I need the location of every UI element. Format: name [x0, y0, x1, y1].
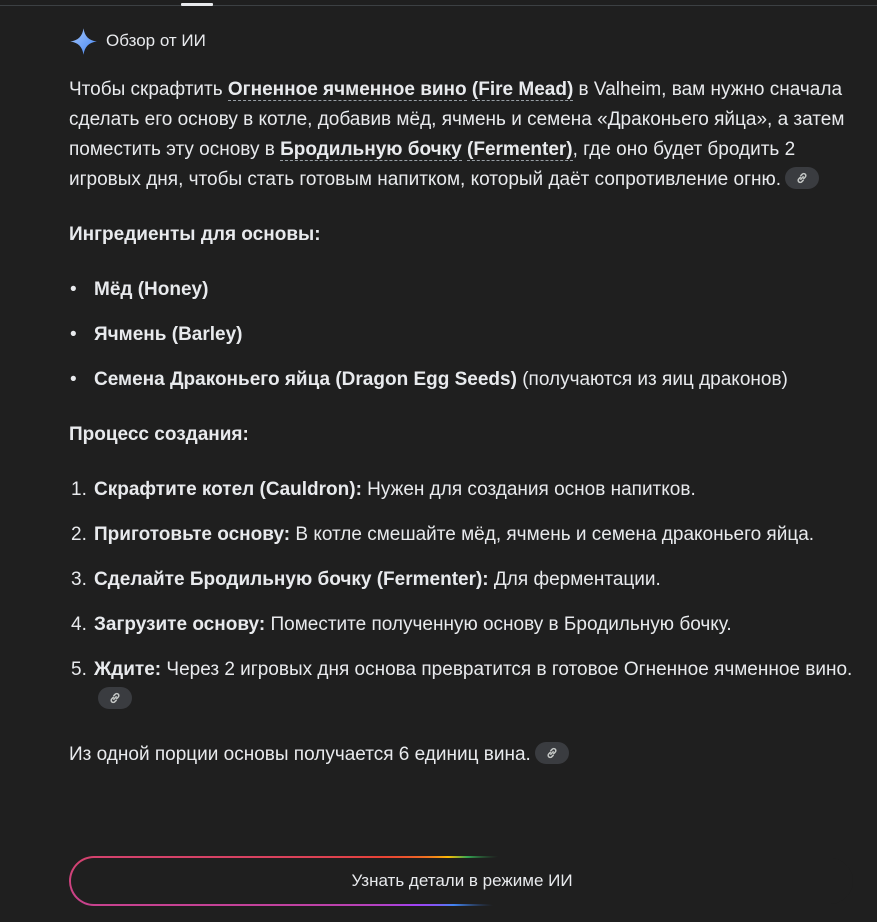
link-fermenter[interactable]: Бродильную бочку [280, 139, 462, 160]
step-title: Сделайте Бродильную бочку (Fermenter): [94, 569, 489, 590]
step-number: 4. [71, 614, 87, 635]
list-item [69, 275, 869, 305]
step-number: 2. [71, 524, 87, 545]
link-icon [545, 746, 559, 760]
source-link-chip[interactable] [785, 167, 819, 189]
step-item [69, 655, 869, 715]
step-text: Для ферментации. [488, 569, 661, 590]
process-heading: Процесс создания: [69, 424, 249, 445]
step-title: Приготовьте основу: [94, 524, 291, 545]
step-text: Через 2 игровых дня основа превратится в готовое Огненное ячменное вино. [161, 659, 853, 680]
step-item [69, 565, 869, 595]
active-tab-indicator [181, 3, 213, 6]
link-fermenter-en[interactable]: (Fermenter) [467, 139, 573, 160]
step-number: 1. [71, 479, 87, 500]
list-item [69, 365, 869, 395]
step-title: Загрузите основу: [94, 614, 266, 635]
step-title: Ждите: [94, 659, 162, 680]
process-steps [69, 475, 869, 715]
link-icon [108, 691, 122, 705]
step-number: 5. [71, 659, 87, 680]
ai-overview-header [69, 26, 206, 56]
source-link-chip[interactable] [98, 687, 132, 709]
step-text: В котле смешайте мёд, ячмень и семена драконьего яйца. [290, 524, 815, 545]
intro-text: Чтобы скрафтить [69, 79, 228, 100]
link-fire-mead-en[interactable]: (Fire Mead) [471, 79, 574, 100]
step-item [69, 610, 869, 640]
bullet: • [70, 369, 77, 390]
step-item [69, 520, 869, 550]
top-divider [0, 5, 877, 6]
intro-text: в Valheim, вам нужно сначала сделать его основу в котле, добавив мёд, ячмень и семена «Драконьего яйца», а затем поместить эту основу в [69, 79, 845, 160]
source-link-chip[interactable] [535, 742, 569, 764]
ingredients-heading: Ингредиенты для основы: [69, 224, 321, 245]
ai-mode-button-label-wrap[interactable] [71, 858, 853, 904]
link-icon [795, 171, 809, 185]
step-number: 3. [71, 569, 87, 590]
item-name: Мёд (Honey) [94, 279, 209, 300]
step-text: Поместите полученную основу в Бродильную бочку. [265, 614, 732, 635]
step-text: Нужен для создания основ напитков. [361, 479, 696, 500]
intro-text: , где оно будет бродить 2 игровых дня, чтобы стать готовым напитком, который даёт сопротивление огню. [69, 139, 796, 190]
bullet: • [70, 279, 77, 300]
item-note: (получаются из яиц драконов) [516, 369, 788, 390]
list-item [69, 320, 869, 350]
summary-text: Из одной порции основы получается 6 единиц вина. [69, 744, 531, 765]
intro-paragraph [69, 75, 869, 195]
ingredients-list [69, 275, 869, 395]
link-fire-mead[interactable]: Огненное ячменное вино [227, 79, 467, 100]
item-name: Семена Драконьего яйца (Dragon Egg Seeds) [94, 369, 517, 390]
ai-mode-button-label: Узнать детали в режиме ИИ [351, 871, 573, 890]
step-title: Скрафтите котел (Cauldron): [94, 479, 362, 500]
sparkle-icon [69, 27, 98, 56]
summary-paragraph [69, 740, 869, 770]
bullet: • [70, 324, 77, 345]
item-name: Ячмень (Barley) [94, 324, 243, 345]
step-item [69, 475, 869, 505]
ai-mode-button[interactable] [69, 856, 855, 906]
overview-content [69, 75, 869, 770]
header-title: Обзор от ИИ [106, 31, 206, 50]
